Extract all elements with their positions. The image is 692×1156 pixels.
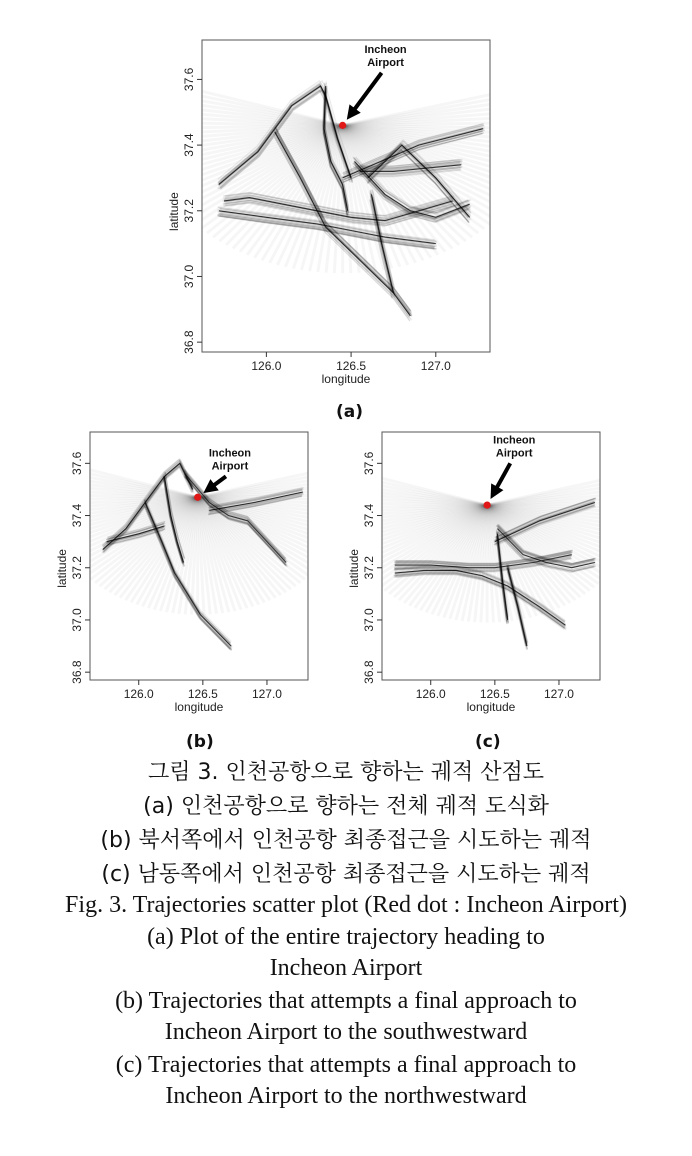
y-tick-label: 37.0 bbox=[70, 608, 84, 632]
arrow-shaft bbox=[353, 73, 382, 112]
x-tick-label: 127.0 bbox=[251, 687, 282, 701]
annotation-line-1: Incheon bbox=[364, 43, 407, 56]
y-tick-label: 37.0 bbox=[362, 608, 376, 632]
annotation-line-2: Airport bbox=[211, 460, 249, 473]
caption-en-a-line1: (a) Plot of the entire trajectory heading to bbox=[147, 924, 545, 950]
airport-marker bbox=[339, 122, 346, 129]
x-tick-label: 126.0 bbox=[415, 687, 446, 701]
airport-marker bbox=[484, 501, 491, 508]
y-axis-label: latitude bbox=[167, 192, 181, 231]
caption-en-c-line2: Incheon Airport to the northwestward bbox=[165, 1083, 527, 1109]
y-tick-label: 37.2 bbox=[362, 556, 376, 580]
y-tick-label: 37.0 bbox=[182, 264, 196, 289]
y-tick-label: 37.4 bbox=[362, 503, 376, 528]
y-tick-label: 36.8 bbox=[182, 330, 196, 354]
annotation-line-2: Airport bbox=[495, 447, 533, 460]
y-axis-label: latitude bbox=[347, 549, 361, 588]
y-axis-label: latitude bbox=[55, 549, 69, 588]
caption-en-b-line1: (b) Trajectories that attempts a final approach to bbox=[115, 988, 577, 1014]
annotation-line-1: Incheon bbox=[493, 434, 536, 447]
panel-label-c: (c) bbox=[475, 732, 501, 752]
annotation-line-1: Incheon bbox=[208, 447, 252, 460]
plot-a bbox=[160, 30, 500, 400]
trajectory-group bbox=[144, 80, 540, 321]
caption-en-b-line2: Incheon Airport to the southwestward bbox=[164, 1019, 528, 1045]
airport-marker bbox=[194, 494, 201, 501]
caption-en-title: Fig. 3. Trajectories scatter plot (Red dot : Incheon Airport) bbox=[65, 892, 627, 918]
y-tick-label: 37.6 bbox=[362, 451, 376, 476]
x-tick-label: 126.5 bbox=[187, 687, 218, 701]
y-tick-label: 37.2 bbox=[70, 556, 84, 580]
trajectory-group bbox=[48, 459, 348, 650]
y-tick-label: 37.6 bbox=[182, 67, 196, 92]
x-tick-label: 126.5 bbox=[479, 687, 510, 701]
arrow-shaft bbox=[495, 463, 510, 490]
x-axis-label: longitude bbox=[174, 700, 224, 714]
y-tick-label: 36.8 bbox=[70, 660, 84, 684]
x-axis-label: longitude bbox=[466, 700, 516, 714]
caption-ko-title: 그림 3. 인천공항으로 향하는 궤적 산점도 bbox=[148, 760, 544, 785]
x-tick-label: 126.0 bbox=[251, 359, 282, 373]
y-tick-label: 37.4 bbox=[182, 133, 196, 157]
annotation-line-2: Airport bbox=[367, 56, 404, 69]
x-tick-label: 126.5 bbox=[336, 359, 367, 373]
caption-ko-c: (c) 남동쪽에서 인천공항 최종접근을 시도하는 궤적 bbox=[101, 862, 591, 887]
caption-ko-b: (b) 북서쪽에서 인천공항 최종접근을 시도하는 궤적 bbox=[100, 828, 592, 853]
caption-en-c-line1: (c) Trajectories that attempts a final approach to bbox=[115, 1052, 577, 1078]
plot-c bbox=[340, 422, 610, 728]
caption-ko-a: (a) 인천공항으로 향하는 전체 궤적 도식화 bbox=[143, 794, 549, 819]
x-axis-label: longitude bbox=[321, 372, 371, 386]
x-tick-label: 126.0 bbox=[123, 687, 154, 701]
y-tick-label: 36.8 bbox=[362, 660, 376, 684]
caption-en-a-line2: Incheon Airport bbox=[269, 955, 423, 981]
y-tick-label: 37.6 bbox=[70, 451, 84, 476]
x-tick-label: 127.0 bbox=[543, 687, 574, 701]
plot-b bbox=[48, 422, 318, 728]
y-tick-label: 37.2 bbox=[182, 199, 196, 223]
x-tick-label: 127.0 bbox=[420, 359, 451, 373]
y-tick-label: 37.4 bbox=[70, 503, 84, 528]
panel-label-b: (b) bbox=[186, 732, 214, 752]
panel-label-a: (a) bbox=[336, 402, 364, 422]
